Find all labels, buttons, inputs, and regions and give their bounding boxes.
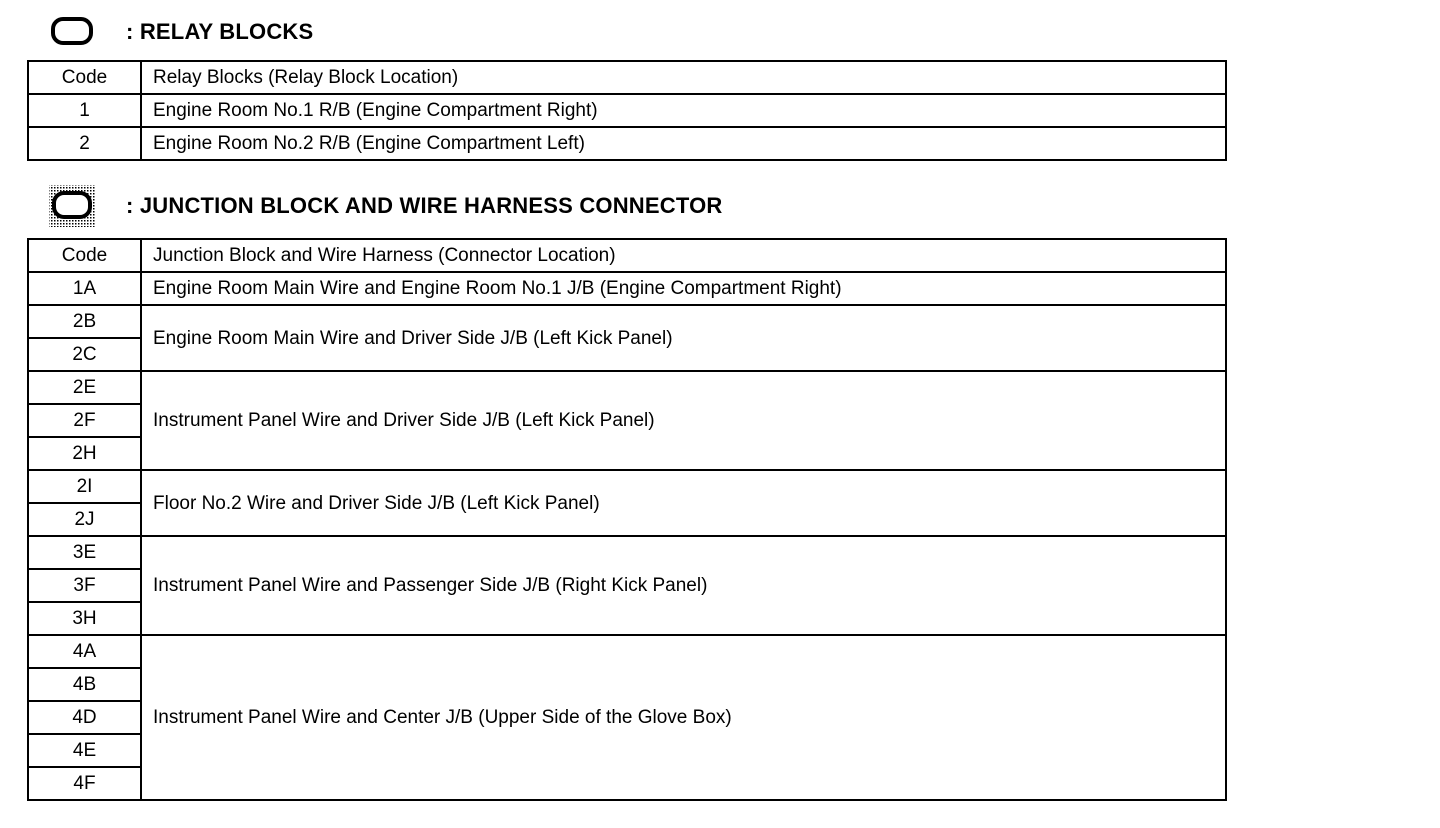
junction-description-cell: Engine Room Main Wire and Driver Side J/B (Left Kick Panel) <box>141 305 1226 371</box>
junction-description-cell: Engine Room Main Wire and Engine Room No.1 J/B (Engine Compartment Right) <box>141 272 1226 305</box>
table-row <box>28 470 1226 503</box>
relay-description-cell: Engine Room No.2 R/B (Engine Compartment Left) <box>141 127 1226 160</box>
junction-block-heading <box>48 186 723 226</box>
junction-description-cell: Floor No.2 Wire and Driver Side J/B (Left Kick Panel) <box>141 470 1226 536</box>
junction-code-cell: 2H <box>28 437 141 470</box>
junction-code-cell: 2F <box>28 404 141 437</box>
junction-code-cell: 4F <box>28 767 141 800</box>
relay-code-cell: 2 <box>28 127 141 160</box>
table-row <box>28 305 1226 338</box>
relay-block-symbol-icon <box>48 12 96 52</box>
description-column-header: Junction Block and Wire Harness (Connector Location) <box>141 239 1226 272</box>
code-column-header: Code <box>28 61 141 94</box>
relay-code-cell: 1 <box>28 94 141 127</box>
junction-block-symbol-icon <box>48 186 96 226</box>
junction-code-cell: 2J <box>28 503 141 536</box>
junction-code-cell: 3E <box>28 536 141 569</box>
code-column-header: Code <box>28 239 141 272</box>
junction-code-cell: 2E <box>28 371 141 404</box>
junction-code-cell: 3H <box>28 602 141 635</box>
table-row <box>28 635 1226 668</box>
table-row <box>28 272 1226 305</box>
table-header-row <box>28 239 1226 272</box>
junction-description-cell: Instrument Panel Wire and Driver Side J/B (Left Kick Panel) <box>141 371 1226 470</box>
description-column-header: Relay Blocks (Relay Block Location) <box>141 61 1226 94</box>
relay-blocks-table <box>27 60 1227 161</box>
relay-description-cell: Engine Room No.1 R/B (Engine Compartment Right) <box>141 94 1226 127</box>
junction-code-cell: 4D <box>28 701 141 734</box>
junction-code-cell: 2C <box>28 338 141 371</box>
junction-code-cell: 2I <box>28 470 141 503</box>
junction-block-table <box>27 238 1227 801</box>
junction-description-cell: Instrument Panel Wire and Center J/B (Upper Side of the Glove Box) <box>141 635 1226 800</box>
table-header-row <box>28 61 1226 94</box>
junction-code-cell: 4A <box>28 635 141 668</box>
relay-blocks-title: : RELAY BLOCKS <box>126 19 314 44</box>
junction-code-cell: 2B <box>28 305 141 338</box>
junction-block-title: : JUNCTION BLOCK AND WIRE HARNESS CONNECTOR <box>126 193 723 218</box>
junction-code-cell: 4E <box>28 734 141 767</box>
junction-code-cell: 1A <box>28 272 141 305</box>
relay-blocks-heading <box>48 12 313 52</box>
table-row <box>28 127 1226 160</box>
junction-description-cell: Instrument Panel Wire and Passenger Side J/B (Right Kick Panel) <box>141 536 1226 635</box>
junction-code-cell: 4B <box>28 668 141 701</box>
table-row <box>28 536 1226 569</box>
junction-code-cell: 3F <box>28 569 141 602</box>
table-row <box>28 371 1226 404</box>
table-row <box>28 94 1226 127</box>
